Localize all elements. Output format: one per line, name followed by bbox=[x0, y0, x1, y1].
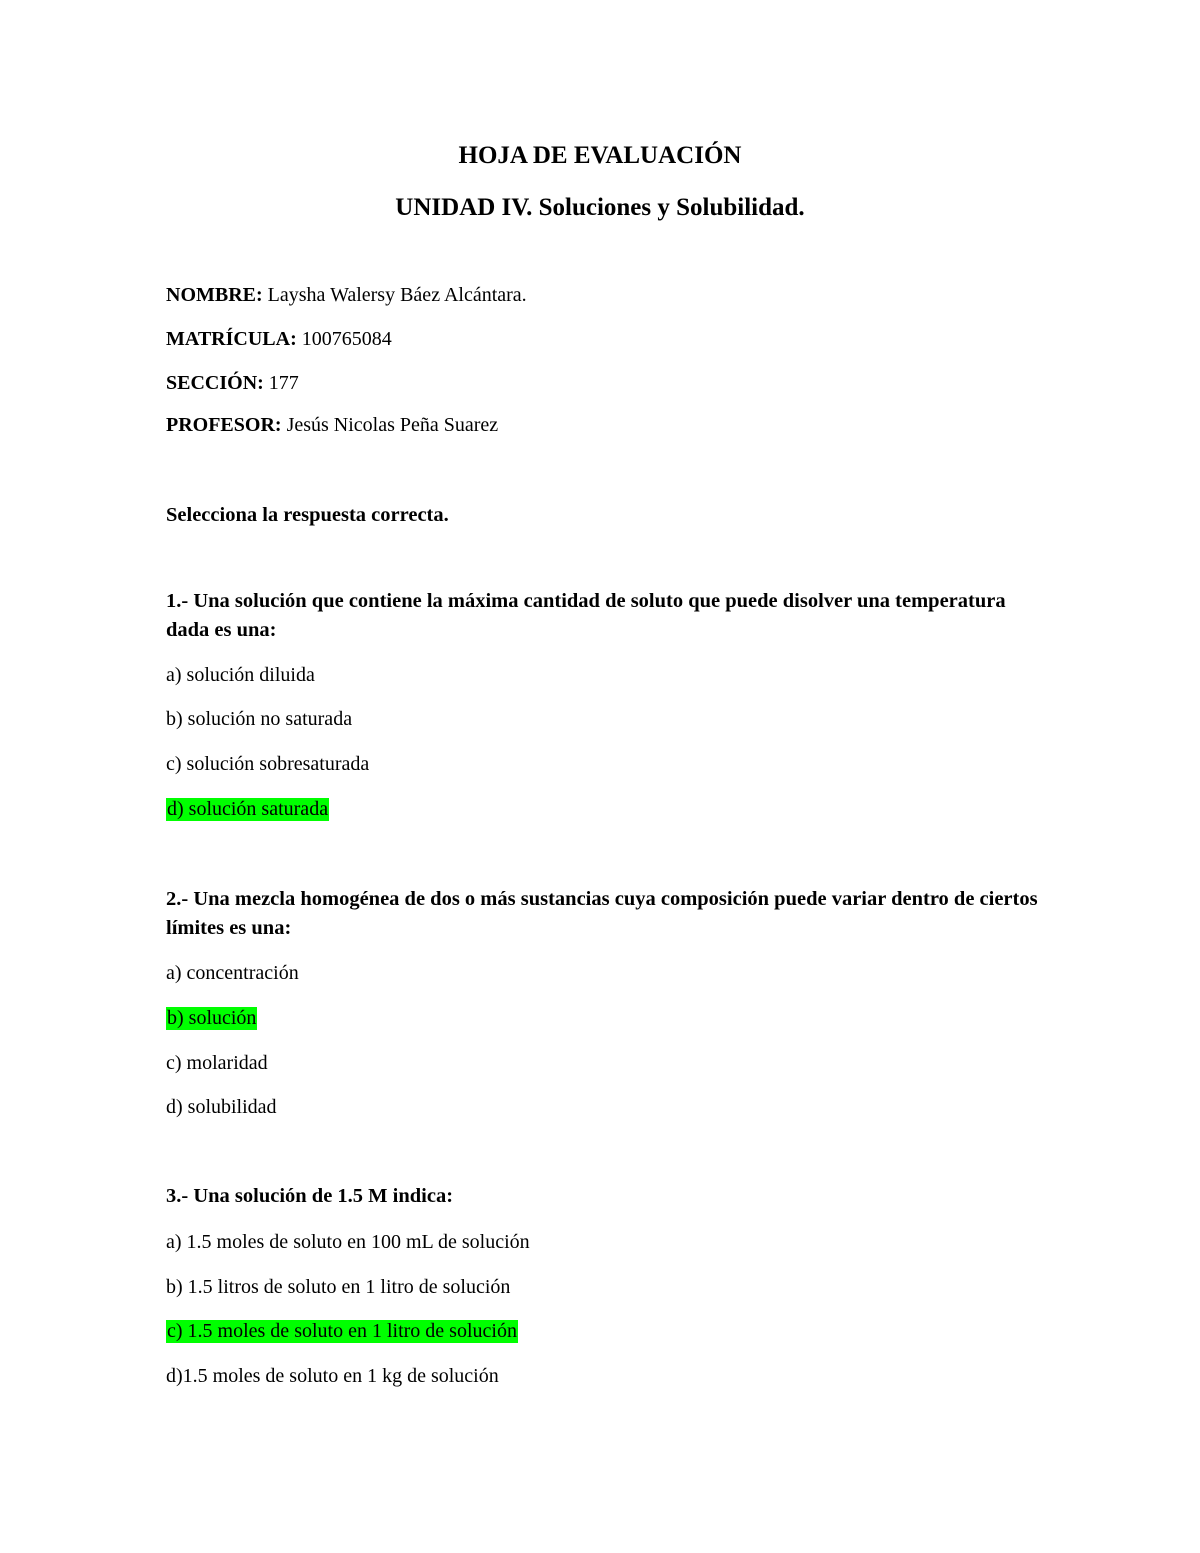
student-id-line bbox=[166, 326, 392, 352]
professor-label: PROFESOR: bbox=[166, 414, 282, 436]
question-1-text: 1.- Una solución que contiene la máxima cantidad de soluto que puede disolver una temperatura dada es una: bbox=[166, 590, 1006, 641]
instructions: Selecciona la respuesta correcta. bbox=[166, 504, 449, 526]
question-1-option-d bbox=[166, 796, 329, 822]
question-3-option-b: b) 1.5 litros de soluto en 1 litro de solución bbox=[166, 1276, 511, 1298]
question-2-text: 2.- Una mezcla homogénea de dos o más sustancias cuya composición puede variar dentro de ciertos límites es una: bbox=[166, 888, 1038, 939]
section-line bbox=[166, 370, 299, 396]
section-value: 177 bbox=[263, 372, 299, 394]
highlighted-answer: c) 1.5 moles de soluto en 1 litro de solución bbox=[167, 1320, 517, 1342]
question-3-option-c bbox=[166, 1318, 518, 1344]
question-1-option-b: b) solución no saturada bbox=[166, 708, 353, 730]
highlighted-answer: d) solución saturada bbox=[167, 798, 329, 820]
question-1-option-a: a) solución diluida bbox=[166, 664, 315, 686]
question-2-option-c: c) molaridad bbox=[166, 1052, 268, 1074]
question-3-option-a: a) 1.5 moles de soluto en 100 mL de solución bbox=[166, 1231, 530, 1253]
question-2-option-a: a) concentración bbox=[166, 962, 299, 984]
question-2-option-d: d) solubilidad bbox=[166, 1096, 277, 1118]
question-1-option-c: c) solución sobresaturada bbox=[166, 753, 370, 775]
student-name-label: NOMBRE: bbox=[166, 284, 263, 306]
question-3-text: 3.- Una solución de 1.5 M indica: bbox=[166, 1185, 454, 1207]
document-title: HOJA DE EVALUACIÓN bbox=[458, 142, 742, 169]
student-id-label: MATRÍCULA: bbox=[166, 328, 297, 350]
professor-value: Jesús Nicolas Peña Suarez bbox=[281, 414, 499, 436]
highlighted-answer: b) solución bbox=[167, 1007, 257, 1029]
student-name-line bbox=[166, 282, 527, 308]
student-name-value: Laysha Walersy Báez Alcántara. bbox=[262, 284, 527, 306]
document-subtitle: UNIDAD IV. Soluciones y Solubilidad. bbox=[395, 194, 805, 221]
student-id-value: 100765084 bbox=[296, 328, 392, 350]
professor-line bbox=[166, 412, 498, 438]
question-3-option-d: d)1.5 moles de soluto en 1 kg de solución bbox=[166, 1365, 499, 1387]
section-label: SECCIÓN: bbox=[166, 372, 264, 394]
question-2-option-b bbox=[166, 1005, 257, 1031]
